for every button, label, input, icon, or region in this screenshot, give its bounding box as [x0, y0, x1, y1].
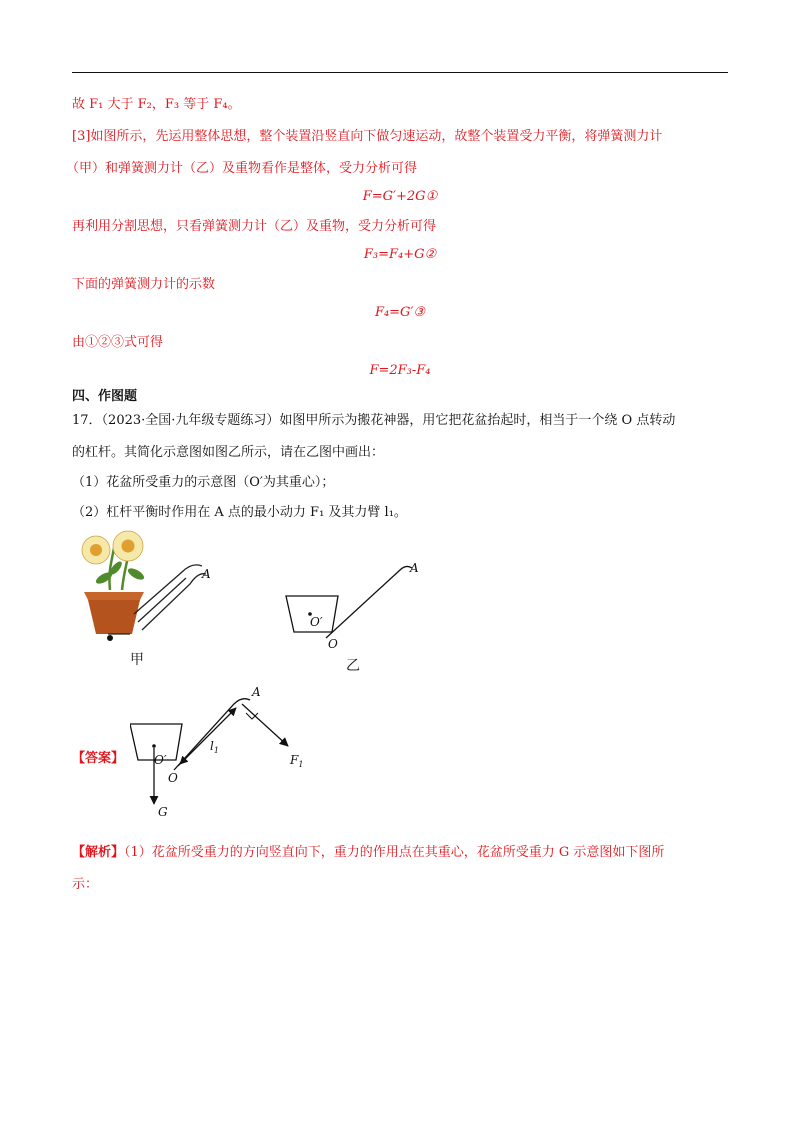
flower-illustration: [82, 531, 146, 634]
force-subscript: 1: [298, 760, 304, 769]
gravity-label: G: [158, 805, 168, 819]
text-line: （甲）和弹簧测力计（乙）及重物看作是整体，受力分析可得: [66, 161, 418, 176]
question-text: 17．（2023·全国·九年级专题练习）如图甲所示为搬花神器，用它把花盆抬起时，相当于一个绕 O 点转动: [72, 413, 676, 428]
equation-2: F₃=F₄+G②: [363, 247, 437, 262]
text-line: [3]如图所示，先运用整体思想，整个装置沿竖直向下做匀速运动，故整个装置受力平衡，将弹簧测力计: [72, 129, 663, 144]
point-o-label: O: [168, 771, 178, 785]
equation-3: F₄=G′③: [374, 305, 426, 320]
text-line: 故 F₁ 大于 F₂，F₃ 等于 F₄。: [72, 97, 241, 112]
point-o-label: O: [328, 637, 338, 651]
lever-arm-subscript: 1: [213, 746, 219, 755]
point-a-label: A: [252, 685, 261, 699]
force-letter: F: [290, 753, 299, 767]
equation-1: F=G′+2G①: [362, 189, 438, 204]
question-text: （1）花盆所受重力的示意图（O′为其重心）；: [72, 475, 335, 490]
question-text: （2）杠杆平衡时作用在 A 点的最小动力 F₁ 及其力臂 l₁。: [72, 505, 407, 520]
lever-arm-line-back: [180, 708, 236, 764]
answer-label: 【答案】: [72, 751, 125, 766]
point-oprime-label: O′: [310, 615, 323, 629]
point-a-label: A: [410, 561, 419, 575]
force-f1-arrow: [242, 704, 288, 746]
figure-label-jia: 甲: [130, 652, 144, 668]
lever-arm-label: [210, 739, 219, 755]
point-oprime-label: O′: [154, 753, 167, 767]
equation-4: F=2F₃-F₄: [369, 363, 431, 378]
analysis-line: [72, 844, 664, 862]
text-line: 再利用分割思想，只看弹簧测力计（乙）及重物，受力分析可得: [72, 219, 437, 234]
answer-figure: [130, 682, 330, 822]
lever-line: [326, 566, 412, 638]
figure-yi: [280, 550, 440, 680]
pivot-dot: [107, 635, 113, 641]
section-title: 四、作图题: [72, 389, 138, 404]
text-line: 由①②③式可得: [72, 335, 164, 350]
header-rule: [72, 72, 728, 73]
analysis-text: （1）花盆所受重力的方向竖直向下，重力的作用点在其重心，花盆所受重力 G 示意图如下图所: [124, 845, 665, 860]
center-of-gravity-dot: [152, 744, 156, 748]
question-text: 的杠杆。其简化示意图如图乙所示，请在乙图中画出：: [72, 445, 385, 460]
analysis-text-2: 示：: [72, 877, 99, 892]
figure-label-yi: 乙: [346, 658, 360, 674]
analysis-label: 【解析】: [72, 845, 125, 860]
figure-jia: [70, 530, 230, 670]
force-f1-label: [289, 753, 303, 769]
lever-arm-letter: l: [210, 739, 214, 753]
text-line: 下面的弹簧测力计的示数: [72, 277, 216, 292]
point-a-label: A: [202, 567, 211, 581]
